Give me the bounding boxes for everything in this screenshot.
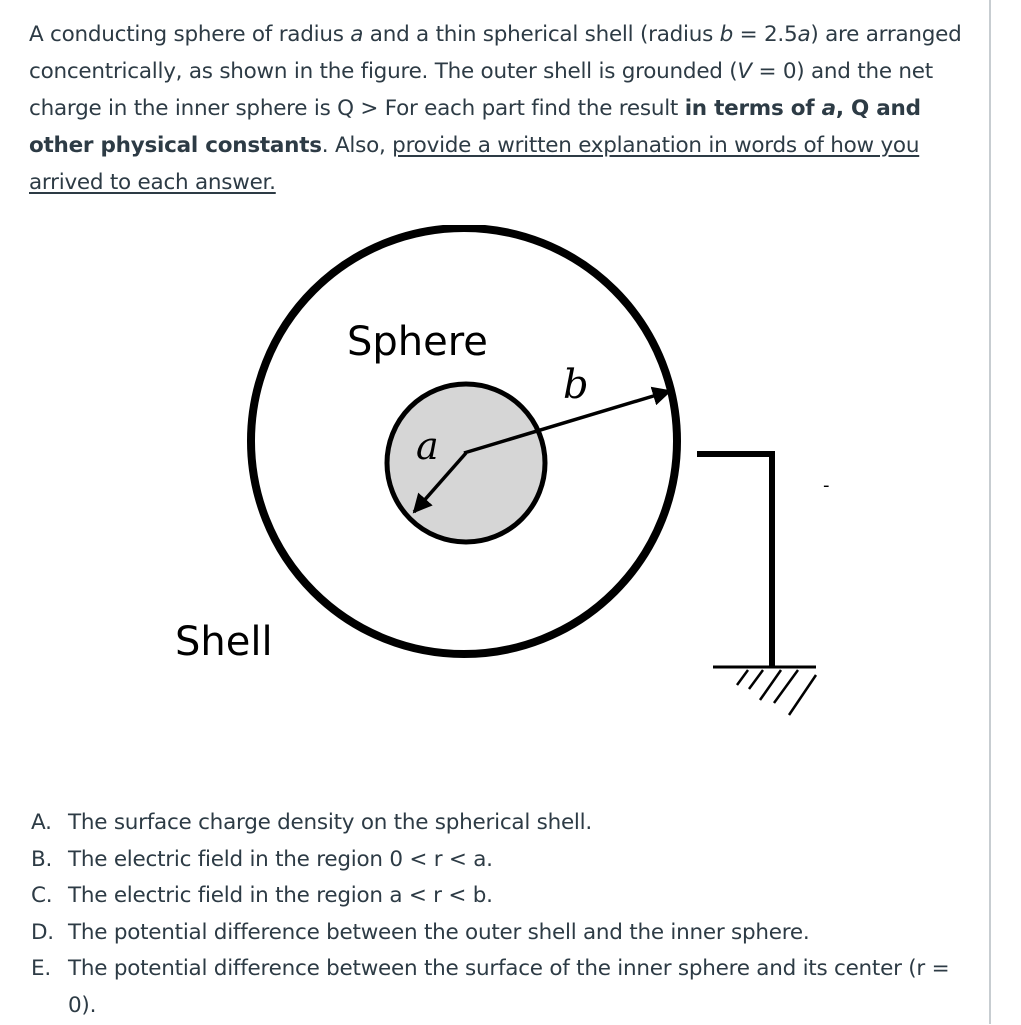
ground-wire <box>697 454 772 667</box>
inner-sphere <box>387 384 545 542</box>
emphasis-text: in terms of a, Q and other physical constants <box>29 96 921 158</box>
problem-statement: A conducting sphere of radius a and a thin spherical shell (radius b = 2.5a) are arranged concentrically, as shown in the figure. The outer shell is grounded (V = 0) and the net charge in the inner sphere is Q > For each part find the result in terms of a, Q and other physical constants. Also, provide a written explanation in words of how you arrived to each answer. <box>29 22 962 195</box>
shell-label: Shell <box>175 619 273 665</box>
list-marker: B. <box>31 846 53 872</box>
underlined-instruction: provide a written explanation in words of how you arrived to each answer. <box>29 133 920 195</box>
list-item <box>28 805 968 842</box>
page-right-border <box>989 0 991 1024</box>
radius-b-label: b <box>563 362 589 408</box>
list-item <box>28 951 968 1024</box>
ground-hatch <box>737 670 816 715</box>
list-marker: D. <box>31 919 54 945</box>
part-text: The surface charge density on the spherical shell. <box>68 810 592 835</box>
question-parts-list <box>28 805 968 1025</box>
radius-a-label: a <box>416 424 439 468</box>
list-item <box>28 842 968 879</box>
list-marker: C. <box>31 883 53 909</box>
sphere-label: Sphere <box>347 319 488 365</box>
var-a: a <box>350 22 364 47</box>
part-text: The potential difference between the outer shell and the inner sphere. <box>68 919 810 945</box>
list-marker: E. <box>31 956 51 982</box>
sphere-shell-figure <box>160 225 840 725</box>
stray-dash-mark: - <box>823 475 830 496</box>
var-v: V <box>737 59 752 84</box>
var-b: b <box>719 22 734 47</box>
list-item <box>28 915 968 952</box>
part-text: The electric field in the region 0 < r < a. <box>68 846 493 872</box>
part-text: The electric field in the region a < r < b. <box>68 883 493 909</box>
var-a: a <box>797 22 811 47</box>
part-text: The potential difference between the surface of the inner sphere and its center (r = 0). <box>68 956 950 1018</box>
list-item <box>28 878 968 915</box>
list-marker: A. <box>31 810 52 835</box>
